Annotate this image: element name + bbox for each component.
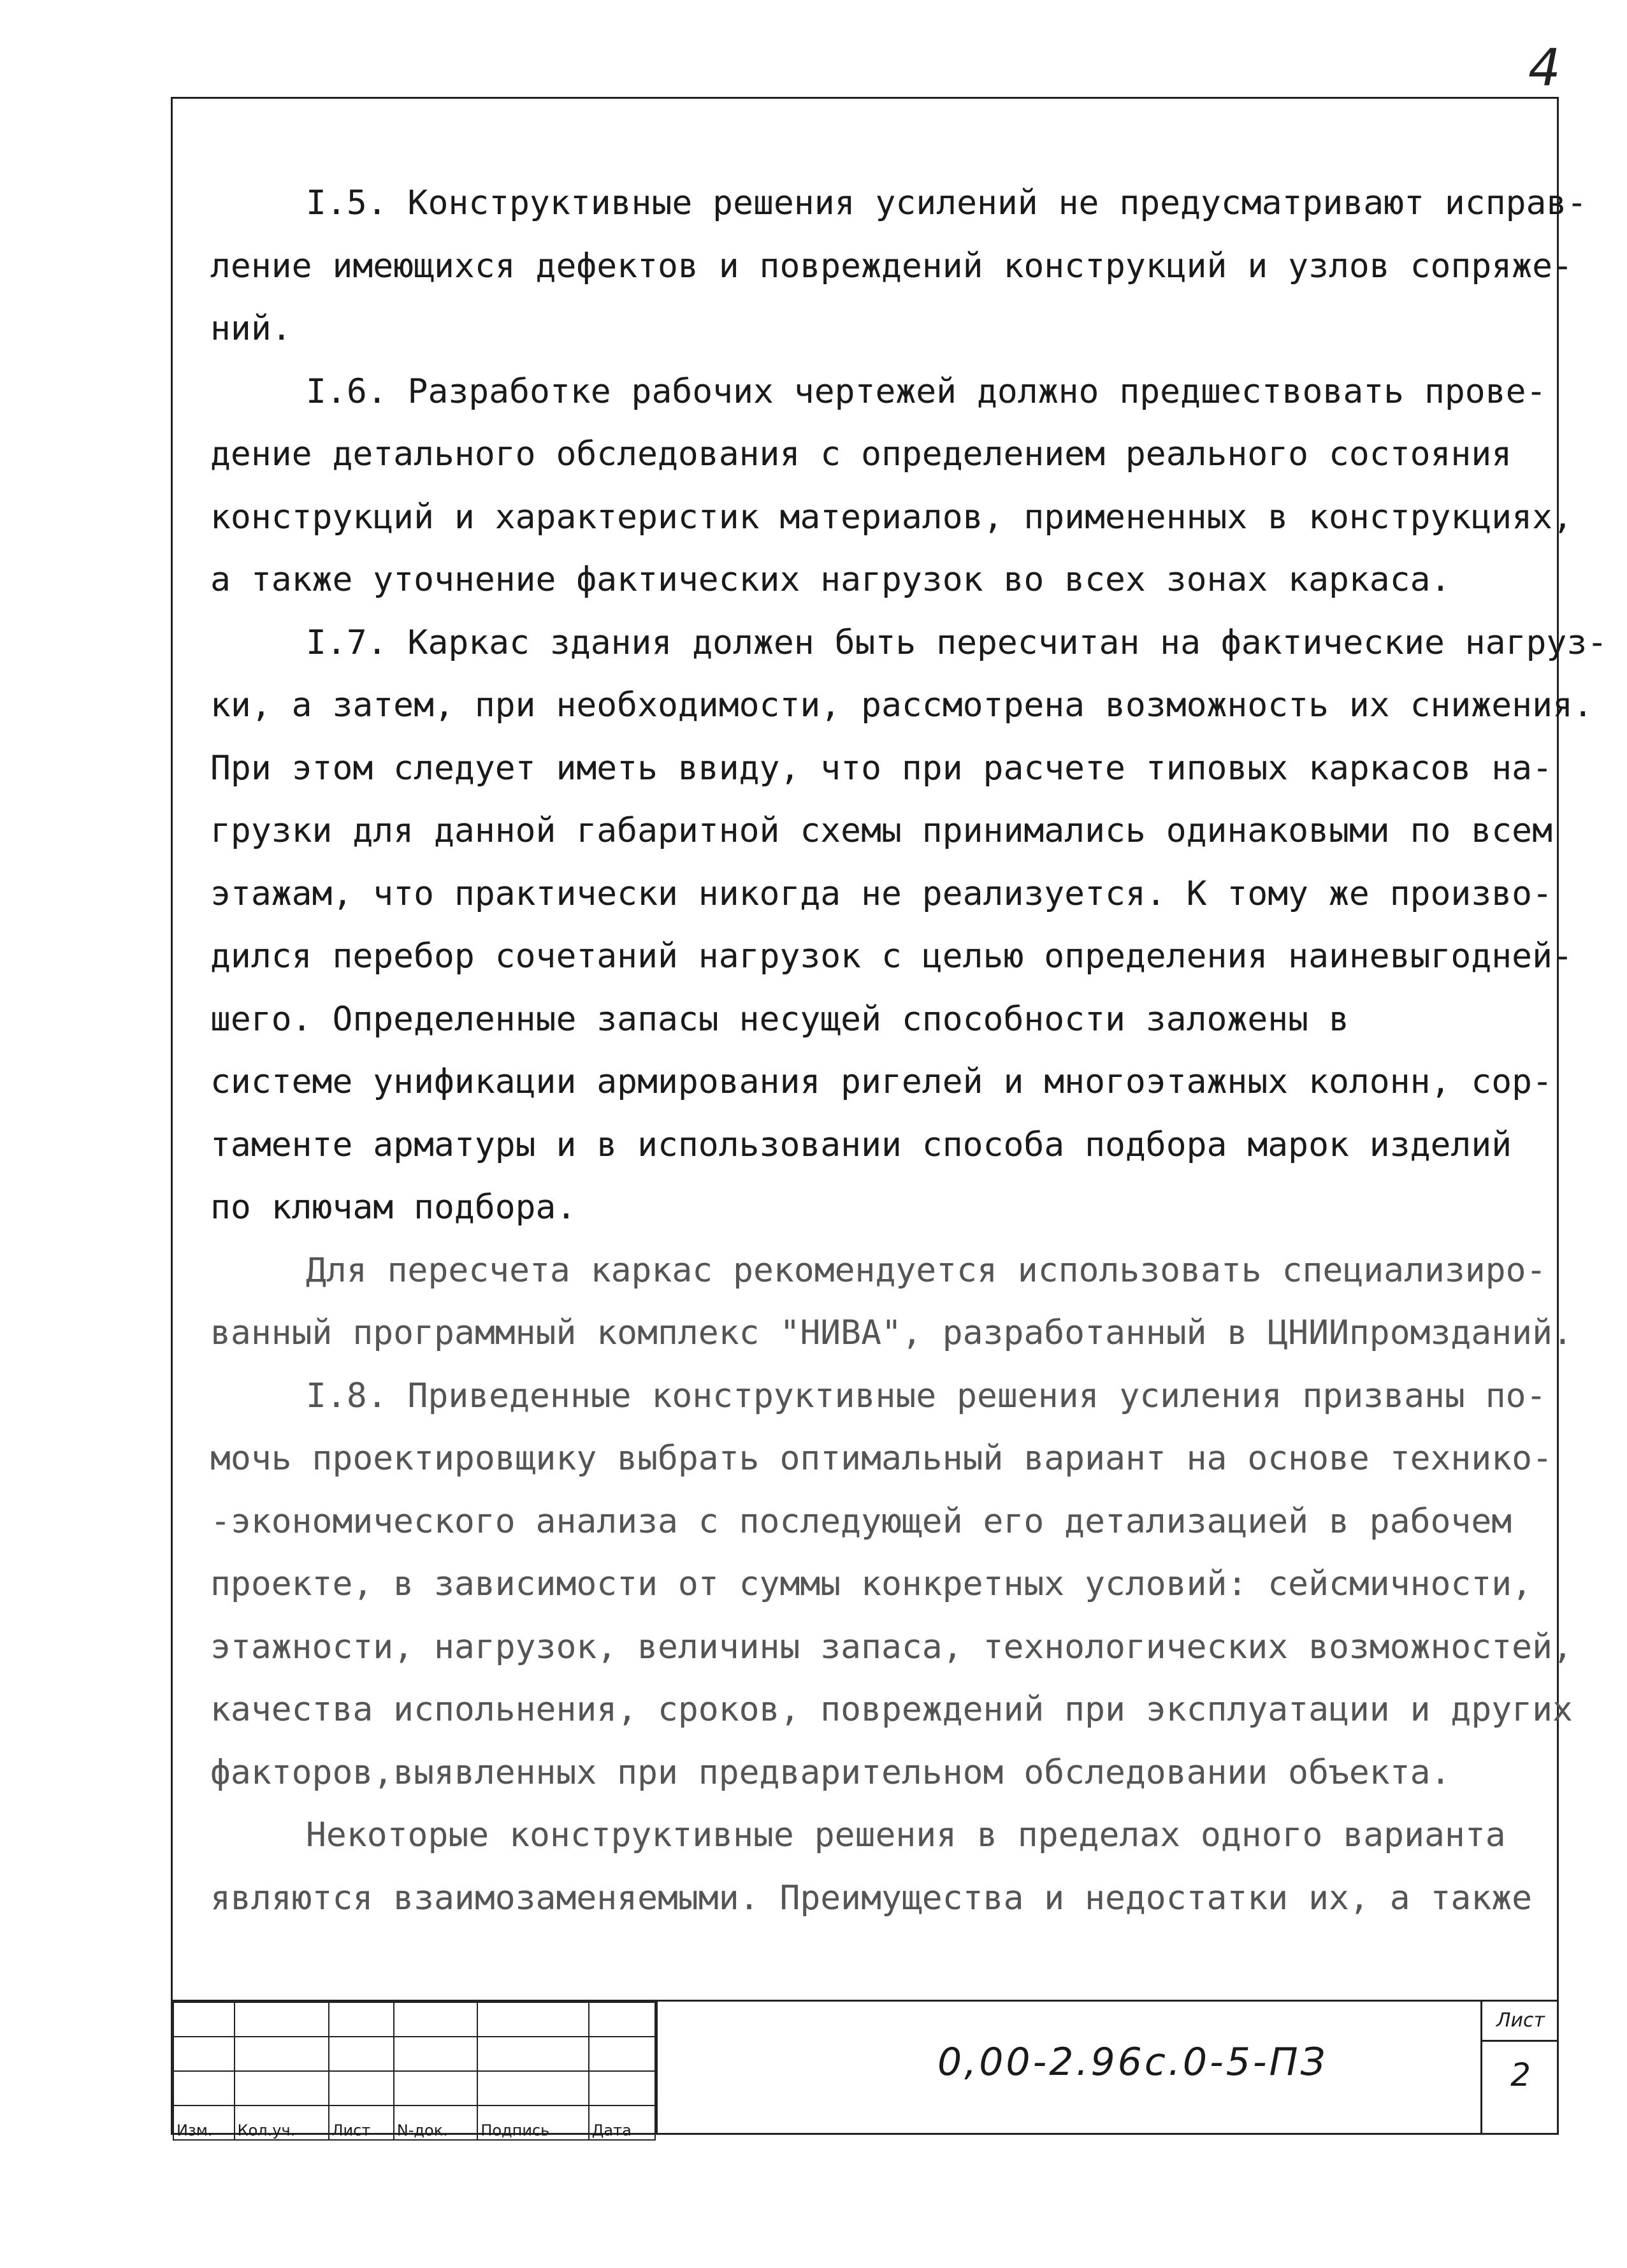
text-line: этажности, нагрузок, величины запаса, технологических возможностей, xyxy=(210,1627,1573,1666)
text-line: При этом следует иметь ввиду, что при расчете типовых каркасов на- xyxy=(210,748,1552,788)
text-line: дился перебор сочетаний нагрузок с целью определения наиневыгодней- xyxy=(210,937,1573,976)
text-line: шего. Определенные запасы несущей способности заложены в xyxy=(210,999,1349,1039)
text-line: грузки для данной габаритной схемы принимались одинаковыми по всем xyxy=(210,811,1552,850)
text-line: I.8. Приведенные конструктивные решения усиления призваны по- xyxy=(306,1376,1547,1415)
sheet-box xyxy=(1480,2002,1559,2134)
text-line: факторов,выявленных при предварительном обследовании объекта. xyxy=(210,1752,1451,1792)
text-line: проекте, в зависимости от суммы конкретных условий: сейсмичности, xyxy=(210,1564,1533,1603)
column-n-dok: N-док. xyxy=(394,2105,478,2140)
text-line: ки, а затем, при необходимости, рассмотрена возможность их снижения. xyxy=(210,686,1593,725)
text-line: -экономического анализа с последующей его детализацией в рабочем xyxy=(210,1501,1512,1541)
column-podpis: Подпись xyxy=(477,2105,588,2140)
document-code: 0,00-2.96с.0-5-ПЗ xyxy=(937,2040,1328,2084)
text-line: по ключам подбора. xyxy=(210,1188,577,1227)
sheet-number: 2 xyxy=(1510,2056,1531,2093)
revision-cell xyxy=(477,2071,588,2105)
revision-cell xyxy=(329,2037,394,2071)
text-line: качества испольнения, сроков, повреждений при эксплуатации и других xyxy=(210,1690,1573,1729)
revision-cell xyxy=(235,2037,329,2071)
text-line: Для пересчета каркас рекомендуется использовать специализиро- xyxy=(306,1250,1547,1290)
revision-cell xyxy=(477,2037,588,2071)
revision-cell xyxy=(394,2002,478,2037)
page-number: 4 xyxy=(1528,38,1561,98)
text-line: мочь проектировщику выбрать оптимальный вариант на основе технико- xyxy=(210,1439,1552,1478)
revision-cell xyxy=(173,2037,235,2071)
revision-cell xyxy=(173,2071,235,2105)
text-line: системе унификации армирования ригелей и многоэтажных колонн, сор- xyxy=(210,1062,1552,1101)
column-kol-uch: Кол.уч. xyxy=(235,2105,329,2140)
document-body xyxy=(210,172,1608,1930)
text-line: этажам, что практически никогда не реализуется. К тому же произво- xyxy=(210,874,1552,913)
text-line: а также уточнение фактических нагрузок во всех зонах каркаса. xyxy=(210,560,1451,599)
title-block xyxy=(173,2000,1557,2139)
revision-cell xyxy=(173,2002,235,2037)
revision-table xyxy=(173,2002,656,2141)
text-line: ванный программный комплекс "НИВА", разработанный в ЦНИИпромзданий. xyxy=(210,1313,1573,1352)
text-line: ление имеющихся дефектов и повреждений конструкций и узлов сопряже- xyxy=(210,246,1573,285)
column-data: Дата xyxy=(589,2105,655,2140)
text-line: конструкций и характеристик материалов, примененных в конструкциях, xyxy=(210,497,1573,537)
revision-cell xyxy=(235,2071,329,2105)
revision-cell xyxy=(235,2002,329,2037)
revision-cell xyxy=(477,2002,588,2037)
text-line: Некоторые конструктивные решения в пределах одного варианта xyxy=(306,1816,1506,1854)
text-line: являются взаимозаменяемыми. Преимущества и недостатки их, а также xyxy=(210,1878,1533,1918)
sheet-label: Лист xyxy=(1482,2002,1559,2042)
revision-cell xyxy=(589,2037,655,2071)
text-line: I.5. Конструктивные решения усилений не предусматривают исправ- xyxy=(306,184,1587,222)
revision-cell xyxy=(329,2002,394,2037)
text-line: дение детального обследования с определением реального состояния xyxy=(210,435,1512,473)
column-izm: Изм. xyxy=(173,2105,235,2140)
revision-cell xyxy=(589,2071,655,2105)
stamp-divider xyxy=(656,2002,658,2134)
text-line: таменте арматуры и в использовании способа подбора марок изделий xyxy=(210,1125,1512,1164)
revision-cell xyxy=(394,2071,478,2105)
revision-cell xyxy=(394,2037,478,2071)
revision-cell xyxy=(329,2071,394,2105)
text-line: I.7. Каркас здания должен быть пересчитан на фактические нагруз- xyxy=(306,623,1608,662)
column-list: Лист xyxy=(329,2105,394,2140)
revision-cell xyxy=(589,2002,655,2037)
text-line: I.6. Разработке рабочих чертежей должно предшествовать прове- xyxy=(306,372,1547,411)
text-line: ний. xyxy=(210,309,292,348)
